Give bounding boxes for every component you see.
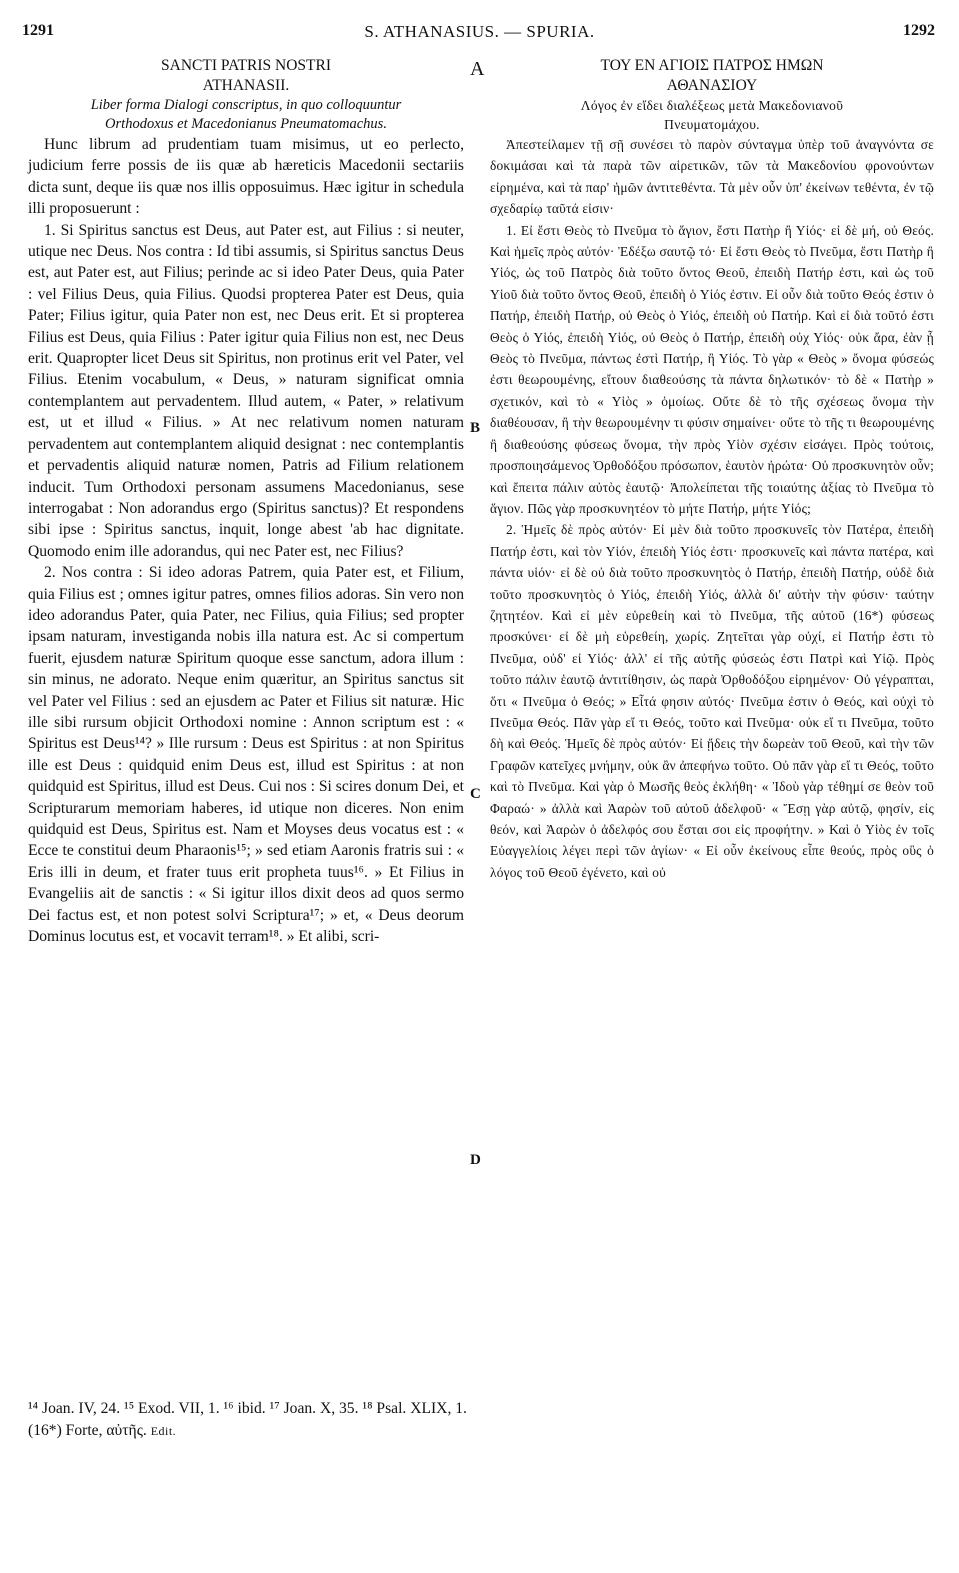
greek-title-line1: ΤΟΥ ΕΝ ΑΓΙΟΙΣ ΠΑΤΡΟΣ ΗΜΩΝ [600,57,824,74]
greek-subtitle-line1: Λόγος ἐν εἴδει διαλέξεως μετὰ Μακεδονιανοῦ [580,98,844,113]
greek-title-line2: ΑΘΑΝΑΣΙΟΥ [666,77,758,94]
latin-subtitle-line2: Orthodoxus et Macedonianus Pneumatomachus. [105,116,387,132]
greek-intro-paragraph: Ἀπεστείλαμεν τῇ σῇ συνέσει τὸ παρὸν σύνταγμα ὑπὲρ τοῦ ἀναγνόντα σε δοκιμάσαι καὶ τὰ παρὰ τῶν αἱρετικῶν, τῶν τὰ Μακεδονίου φρονούντων εἰρημένα, καὶ τὰ παρ' ἡμῶν ἀντιτεθέντα. Τὰ μὲν οὖν ὑπ' ἐκείνων τεθέντα, ἐν τῷ σχεδαρίῳ ταῦτά εἰσιν· [490,137,934,217]
greek-paragraph-2: 2. Ἡμεῖς δὲ πρὸς αὐτόν· Εἰ μὲν διὰ τοῦτο προσκυνεῖς τὸν Πατέρα, ἐπειδὴ Πατήρ ἐστι, καὶ τὸν Υἱόν, ἐπειδὴ Υἱός ἐστι· προσκυνεῖς καὶ πάντα πατέρα, καὶ πάντα υἱόν· εἰ δὲ οὐ διὰ τοῦτο προσκυνητὸς ὁ Πατήρ, ἐπειδὴ Πατήρ, οὐδὲ διὰ τοῦτο προσκυνητὸς ὁ Υἱός, ἐπειδὴ Υἱός, ἀλλὰ δι' αὐτὴν τὴν φύσιν· ταύτην ζητητέον. Καὶ εἰ μὲν εὑρεθείη καὶ τὸ Πνεῦμα, τῆς αὐτοῦ (16*) φύσεως προσκύνει· εἰ δὲ μὴ εὑρεθείη, χωρίς. Ζητεῖται γὰρ οὐχί, εἰ Πατήρ ἐστι τὸ Πνεῦμα, οὐδ' εἰ Υἱός· ἀλλ' εἰ τῆς αὐτῆς φύσεώς ἐστι Πατρὶ καὶ Υἱῷ. Πρὸς τοῦτο πάλιν ἑαυτῷ ἀντιτίθησιν, ὡς παρὰ Ὀρθοδόξου εἰρημένον· Οὐ γέγραπται, ὅτι « Πνεῦμα ὁ Θεός; » Εἶτά φησιν αὐτός· Πνεῦμα ἐστιν ὁ Θεός, καὶ οὐχὶ τὸ Πνεῦμα Θεός. Πᾶν γὰρ εἴ τι Θεός, τοῦτο καὶ Πνεῦμα· οὐκ εἴ τι Πνεῦμα, τοῦτο δὴ καὶ Θεός. Ἡμεῖς δὲ πρὸς αὐτόν· Εἰ ᾔδεις τὴν δωρεὰν τοῦ Θεοῦ, καὶ τὴν τῶν Γραφῶν κατεῖχες μνήμην, οὐκ ἂν ἀπεφήνω τοῦτο. Οὐ πᾶν γὰρ εἴ τι Θεός, τοῦτο καὶ τὸ Πνεῦμα. Καὶ γὰρ ὁ Μωσῆς θεὸς ἐκλήθη· « Ἰδοὺ γὰρ τέθημί σε θεὸν τοῦ Φαραώ· » ἀλλὰ καὶ Ἀαρὼν τοῦ αὐτοῦ ἀδελφοῦ· « Ἔσῃ γὰρ αὐτῷ, φησίν, εἰς θεόν, καὶ Ἀαρὼν ὁ ἀδελφός σου ἔσται σοι εἰς προφήτην. » Καὶ ὁ Υἱὸς ἐν τοῖς Εὐαγγελίοις λέγει περὶ τῶν ἁγίων· « Εἰ οὖν ἐκείνους εἶπε θεούς, πρὸς οὓς ὁ λόγος τοῦ Θεοῦ ἐγένετο, καὶ οὐ [490,522,934,880]
running-header [0,22,959,44]
page-number-left: 1291 [22,22,54,39]
footnotes [28,1398,948,1442]
margin-marker-a: A [470,58,485,80]
page-number-right: 1292 [903,22,935,39]
latin-paragraph-1: 1. Si Spiritus sanctus est Deus, aut Pater est, aut Filius : si neuter, utique nec Deus. Nos contra : Id tibi assumis, si Spiritus sanctus Deus est, aut Pater est, aut Filius; perinde ac si ideo Pater Deus, quia Pater : vel Filius Deus, quia Filius. Quodsi propterea Pater est Deus, quia Pater; Filius igitur, quia Pater non est, nec Deus erit. Et si propterea Filius est Deus, quia Filius : Pater igitur quia Filius non est, nec Deus erit. Quapropter licet Deus sit Spiritus, non protinus erit vel Pater, vel Filius. Etenim vocabulum, « Deus, » naturam significat omnia contemplantem aut pervadentem. Illud autem, « Pater, » relativum est, ut et illud « Filius. » At nec relativum nomen naturam pervadentem aut contemplantem aliquid designat : nec contemplantis et pervadentis aliquid naturæ nomen, Patris ad Filium relationem inducit. Tum Orthodoxi personam assumens Macedonianus, sese interrogabat : Non adorandus ergo (Spiritus sanctus)? Et respondens sibi ipse : Spiritus sanctus, inquit, longe abest 'ab hac dignitate. Quomodo enim ille adorandus, qui nec Pater est, nec Filius? [28,221,464,560]
margin-marker-b: B [470,420,481,436]
margin-marker-c: C [470,786,481,802]
latin-column [28,56,464,947]
margin-marker-d: D [470,1152,481,1168]
running-title: S. ATHANASIUS. — SPURIA. [364,22,595,41]
editor-note-text: (16*) Forte, αὐτῆς. [28,1422,147,1439]
latin-subtitle-line1: Liber forma Dialogi conscriptus, in quo colloquuntur [90,97,402,113]
latin-title-line1: SANCTI PATRIS NOSTRI [161,57,331,74]
greek-paragraph-1: 1. Εἰ ἔστι Θεὸς τὸ Πνεῦμα τὸ ἅγιον, ἔστι Πατὴρ ἢ Υἱός· εἰ δὲ μή, οὐ Θεός. Καὶ ἡμεῖς πρὸς αὐτόν· Ἐδέξω σαυτῷ τό· Εἰ ἔστι Θεὸς τὸ Πνεῦμα, ἔστι Πατὴρ ἢ Υἱός, ὡς τοῦ Πατρὸς διὰ τοῦτο ὄντος Θεοῦ, ἐπειδὴ Πατήρ ἐστι, καὶ ὡς τοῦ Υἱοῦ διὰ τοῦτο ὄντος Θεοῦ, ἐπειδὴ ὁ Υἱός ἐστιν. Εἰ οὖν διὰ τοῦτο Θεός ἐστιν ὁ Πατήρ, ἐπειδὴ Πατήρ, οὐ Θεὸς ὁ Υἱός, ἐπειδὴ οὐ Πατήρ. Καὶ εἰ διὰ τοῦτό ἐστι Θεὸς ὁ Υἱός, ἐπειδὴ Υἱός, οὐ Θεὸς ὁ Πατήρ, ἐπειδὴ οὐχ Υἱός· οὐκ ἄρα, ἐὰν ᾖ Θεὸς τὸ Πνεῦμα, πάντως ἐστὶ Πατήρ, ἢ Υἱός. Τὸ γὰρ « Θεὸς » ὄνομα φύσεώς ἐστι θεωρουμένης, εἴτουν διαθεούσης τὰ πάντα δηλωτικόν· τὸ δὲ « Πατὴρ » σχετικόν, καὶ τὸ « Υἱὸς » ὁμοίως. Οὔτε δὲ τὸ τῆς σχέσεως ὄνομα τὴν διαθέουσαν, ἢ τὴν θεωρουμένην τι φύσιν σημαίνει· οὔτε τὸ τῆς τι θεωρουμένης ἢ διαθεούσης φύσεως ὄνομα, τὴν πρὸς Υἱὸν σχέσιν εἰσάγει. Πρὸς τούτοις, προσποιησάμενος Ὀρθοδόξου πρόσωπον, ἑαυτὸν ἠρώτα· Οὐ προσκυνητὸν οὖν; καὶ ἔπειτα πάλιν αὐτὸς ἑαυτῷ· Ἀπολείπεται τῆς τοιαύτης ἀξίας τὸ Πνεῦμα τὸ ἅγιον. Πῶς γὰρ προσκυνητέον τὸ μήτε Πατήρ, μήτε Υἱός; [490,222,934,516]
editor-note-signature: Edit. [150,1424,177,1438]
greek-subtitle-line2: Πνευματομάχου. [664,117,760,132]
greek-column [490,56,934,883]
footnote-references: ¹⁴ Joan. IV, 24. ¹⁵ Exod. VII, 1. ¹⁶ ibid. ¹⁷ Joan. X, 35. ¹⁸ Psal. XLIX, 1. [28,1400,467,1417]
editor-note [28,1420,948,1442]
latin-title-line2: ATHANASII. [202,77,290,94]
latin-intro-paragraph: Hunc librum ad prudentiam tuam misimus, ut eo perlecto, judicium ferre possis de iis quæ ab hæreticis Macedonii sectariis dicta sunt, deque iis quæ nos illis opposuimus. Hæc igitur in schedula illi proposuerunt : [28,136,464,218]
latin-paragraph-2: 2. Nos contra : Si ideo adoras Patrem, quia Pater est, et Filium, quia Filius est ; omnes igitur patres, omnes filios adoras. Sin vero non ideo adorandus Pater, quia Pater, nec Filius, quia Filius; sed propter ipsam naturam, investiganda nobis illa natura est. Ac si compertum fuerit, ejusdem naturæ Spiritum quoque esse sanctum, adora illum : sin minus, ne adorato. Neque enim quæritur, an Spiritus sanctus sit vel Pater vel Filius : sed an ejusdem ac Pater et Filius sit naturæ. Hic ille sibi rursum objicit Orthodoxi nomine : Annon scriptum est : « Spiritus est Deus¹⁴? » Ille rursum : Deus est Spiritus : at non Spiritus ille est Deus : quidquid enim Deus est, illud est Spiritus : at non quidquid est Spiritus, illud est Deus. Cui nos : Si scires donum Dei, et Scripturarum memoriam haberes, id utique non diceres. Non enim quidquid est Deus, Spiritus est. Nam et Moyses deus vocatus est : « Ecce te constitui deum Pharaonis¹⁵; » sed etiam Aaronis fratris sui : « Eris illi in deum, et frater tuus erit propheta tuus¹⁶. » Et Filius in Evangeliis ait de sanctis : « Si igitur illos dixit deos ad quos sermo Dei factus est, et non potest solvi Scriptura¹⁷; » et, « Deus deorum Dominus locutus est, et vocavit terram¹⁸. » Et alibi, scri- [28,564,464,946]
